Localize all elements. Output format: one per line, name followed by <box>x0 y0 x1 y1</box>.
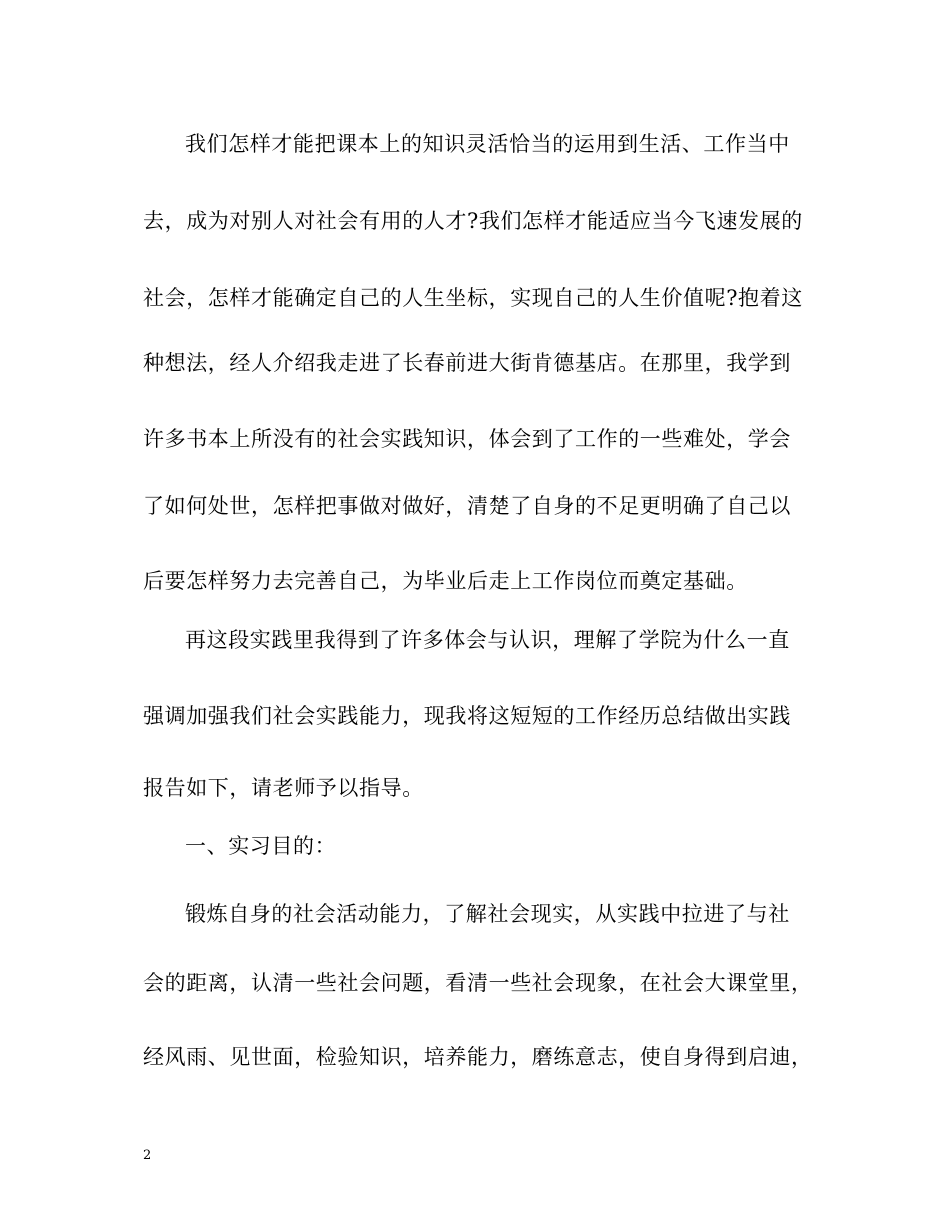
page-number: 2 <box>143 1148 152 1163</box>
text-line: 再这段实践里我得到了许多体会与认识，理解了学院为什么一直 <box>185 628 790 652</box>
text-line: 社会，怎样才能确定自己的人生坐标，实现自己的人生价值呢?抱着这 <box>143 286 803 310</box>
text-line: 我们怎样才能把课本上的知识灵活恰当的运用到生活、工作当中 <box>185 132 790 156</box>
section-heading: 一、实习目的： <box>185 834 337 858</box>
text-line: 了如何处世，怎样把事做对做好，清楚了自身的不足更明确了自己以 <box>143 494 791 518</box>
text-line: 强调加强我们社会实践能力，现我将这短短的工作经历总结做出实践 <box>143 704 791 728</box>
text-line: 许多书本上所没有的社会实践知识，体会到了工作的一些难处，学会 <box>143 427 791 451</box>
text-line: 后要怎样努力去完善自己，为毕业后走上工作岗位而奠定基础。 <box>143 569 748 593</box>
text-line: 经风雨、见世面，检验知识，培养能力，磨练意志，使自身得到启迪， <box>143 1045 813 1069</box>
text-line: 种想法，经人介绍我走进了长春前进大街肯德基店。在那里，我学到 <box>143 351 791 375</box>
text-line: 报告如下，请老师予以指导。 <box>143 776 424 800</box>
text-line: 会的距离，认清一些社会问题，看清一些社会现象，在社会大课堂里， <box>143 971 813 995</box>
text-line: 锻炼自身的社会活动能力，了解社会现实，从实践中拉进了与社 <box>185 902 790 926</box>
text-line: 去，成为对别人对社会有用的人才?我们怎样才能适应当今飞速发展的 <box>143 209 803 233</box>
